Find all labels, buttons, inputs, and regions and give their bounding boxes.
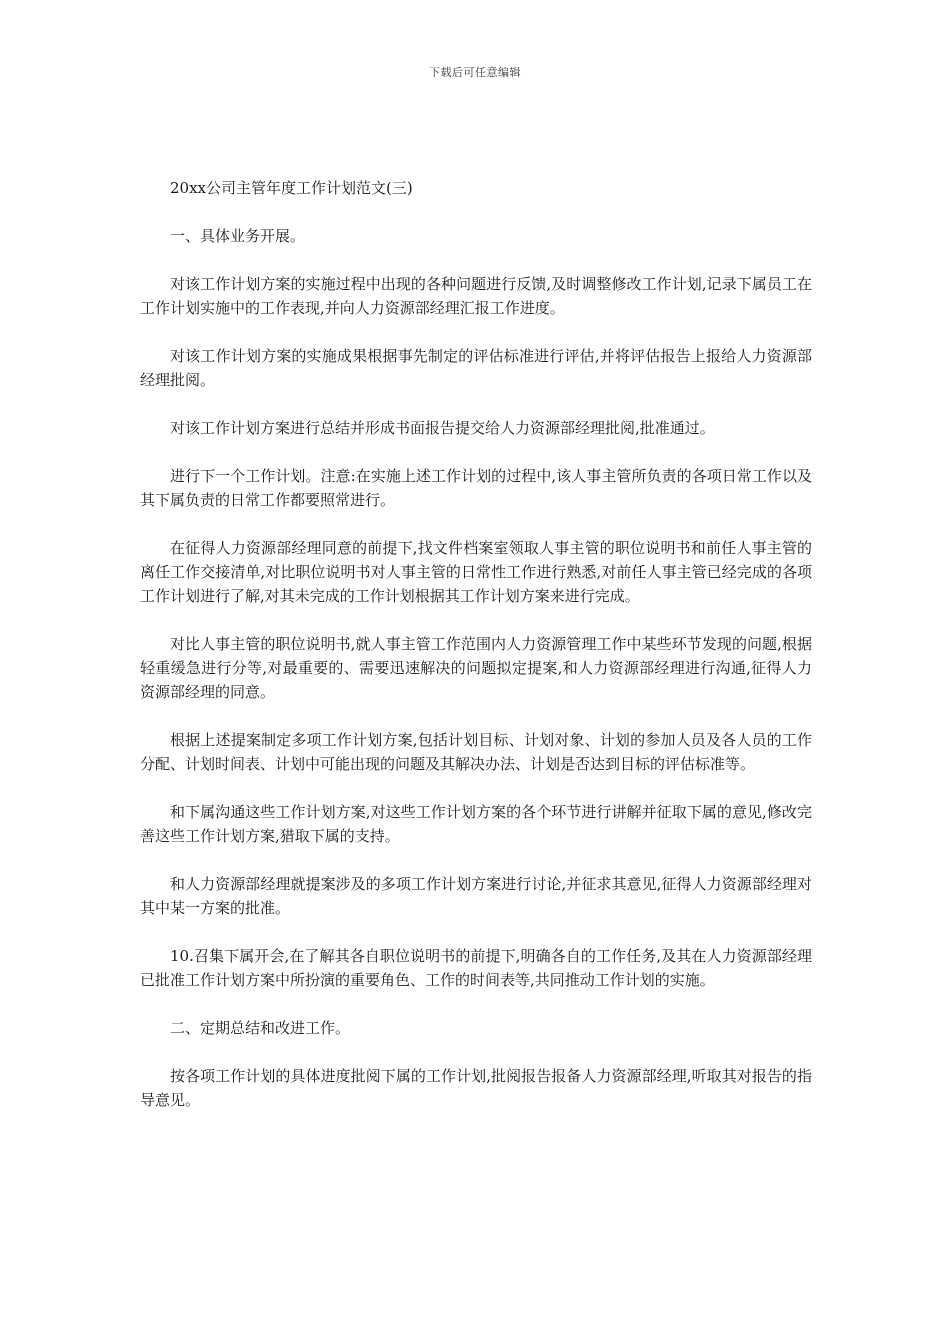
- paragraph: 和下属沟通这些工作计划方案,对这些工作计划方案的各个环节进行讲解并征取下属的意见,修改完善这些工作计划方案,猎取下属的支持。: [140, 803, 812, 845]
- section-heading-1: 一、具体业务开展。: [170, 227, 306, 245]
- paragraph: 按各项工作计划的具体进度批阅下属的工作计划,批阅报告报备人力资源部经理,听取其对报告的指导意见。: [140, 1067, 812, 1109]
- header-note: 下载后可任意编辑: [429, 66, 521, 79]
- paragraph: 在征得人力资源部经理同意的前提下,找文件档案室领取人事主管的职位说明书和前任人事主管的离任工作交接清单,对比职位说明书对人事主管的日常性工作进行熟悉,对前任人事主管已经完成的各项工作计划进行了解,对其未完成的工作计划根据其工作计划方案来进行完成。: [140, 539, 812, 605]
- section-heading-2: 二、定期总结和改进工作。: [170, 1019, 351, 1037]
- paragraph: 对比人事主管的职位说明书,就人事主管工作范围内人力资源管理工作中某些环节发现的问题,根据轻重缓急进行分等,对最重要的、需要迅速解决的问题拟定提案,和人力资源部经理进行沟通,征得人力资源部经理的同意。: [140, 635, 812, 701]
- paragraph: 10.召集下属开会,在了解其各自职位说明书的前提下,明确各自的工作任务,及其在人力资源部经理已批准工作计划方案中所扮演的重要角色、工作的时间表等,共同推动工作计划的实施。: [140, 947, 812, 989]
- paragraph: 和人力资源部经理就提案涉及的多项工作计划方案进行讨论,并征求其意见,征得人力资源部经理对其中某一方案的批准。: [140, 875, 812, 917]
- paragraph: 进行下一个工作计划。注意:在实施上述工作计划的过程中,该人事主管所负责的各项日常工作以及其下属负责的日常工作都要照常进行。: [140, 467, 812, 509]
- paragraph: 对该工作计划方案进行总结并形成书面报告提交给人力资源部经理批阅,批准通过。: [170, 419, 715, 437]
- document-title: 20xx公司主管年度工作计划范文(三): [170, 179, 413, 197]
- document-body: [140, 176, 812, 1136]
- paragraph: 对该工作计划方案的实施成果根据事先制定的评估标准进行评估,并将评估报告上报给人力资源部经理批阅。: [140, 347, 812, 389]
- paragraph: 对该工作计划方案的实施过程中出现的各种问题进行反馈,及时调整修改工作计划,记录下属员工在工作计划实施中的工作表现,并向人力资源部经理汇报工作进度。: [140, 275, 812, 317]
- paragraph: 根据上述提案制定多项工作计划方案,包括计划目标、计划对象、计划的参加人员及各人员的工作分配、计划时间表、计划中可能出现的问题及其解决办法、计划是否达到目标的评估标准等。: [140, 731, 812, 773]
